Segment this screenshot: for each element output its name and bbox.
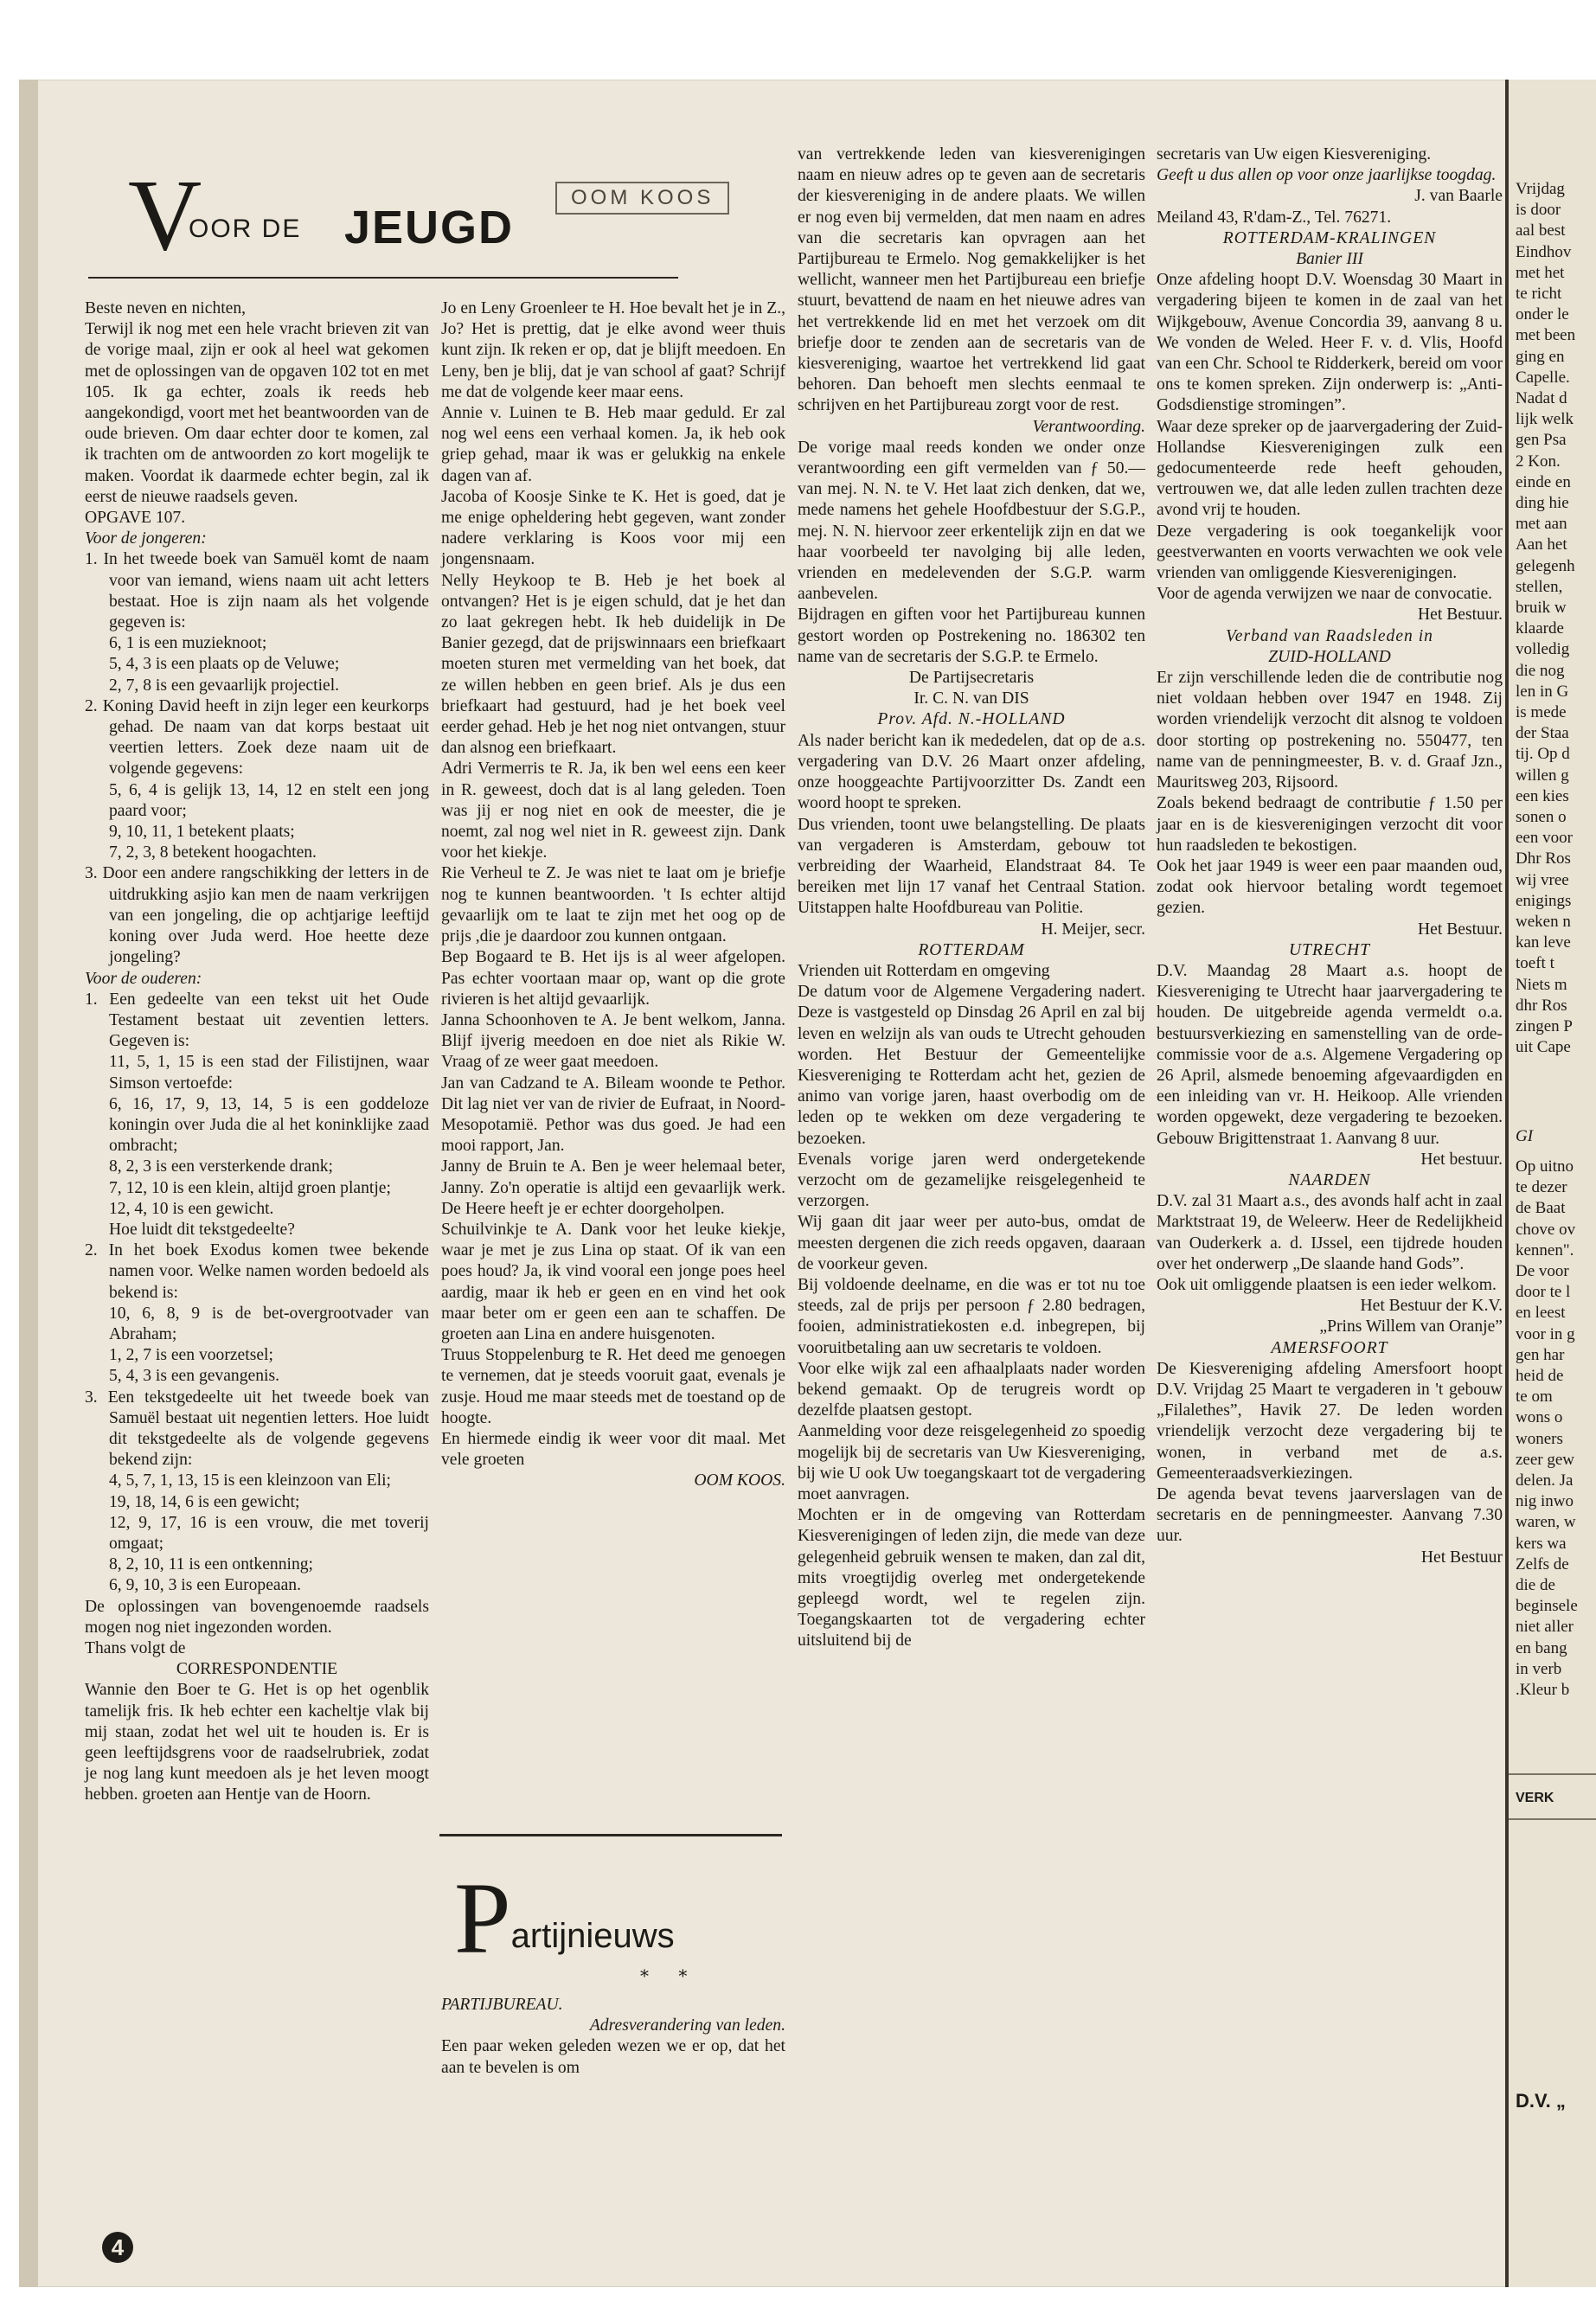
solutions-note: De oplossingen van bovengenoemde raadsels mogen nog niet ingezonden worden.: [85, 1597, 429, 1637]
adjacent-page-line: de Baat: [1516, 1199, 1566, 1218]
naarden-text-2: Ook uit omliggende plaatsen is een ieder welkom.: [1157, 1275, 1497, 1294]
puzzle-j2-clue: 7, 2, 3, 8 betekent hoogachten.: [109, 843, 317, 862]
puzzle-o1-clue: 7, 12, 10 is een klein, altijd groen plantje;: [109, 1178, 391, 1197]
salutation: Beste neven en nichten,: [85, 299, 247, 317]
letter-bep: Bep Bogaard te B. Het ijs is al weer afgelopen. Pas echter voortaan maar op, want op die grote rivieren is het altijd gevaarlijk.: [441, 948, 785, 1009]
puzzle-j1: 1. In het tweede boek van Samuël komt de naam voor van iemand, wiens naam uit acht letters bestaat. Hoe is zijn naam als het volgende gegeven is:: [85, 550, 429, 632]
puzzle-j2-clue: 9, 10, 11, 1 betekent plaats;: [109, 823, 295, 842]
adjacent-page-line: sonen o: [1516, 808, 1567, 826]
puzzle-o2-clue: 5, 4, 3 is een gevangenis.: [109, 1367, 279, 1386]
adjacent-page-line: klaarde: [1516, 619, 1564, 638]
partijbureau-heading: PARTIJBUREAU.: [441, 1996, 563, 2014]
adjacent-page-line: Vrijdag: [1516, 180, 1565, 198]
adjacent-page-line: waren, w: [1516, 1513, 1576, 1532]
kralingen-text-2: Waar deze spreker op de jaarvergadering der Zuid-Hollandse Kiesverenigingen zulk een gedocumenteerde rede heeft gehouden, vertrouwen we, dat alle leden zullen trachten deze avond vrij te houden.: [1157, 417, 1503, 520]
amersfoort-heading: AMERSFOORT: [1271, 1338, 1388, 1357]
partijnieuws-title: [454, 1860, 675, 1977]
adjacent-page-line: beginsele: [1516, 1597, 1578, 1616]
raadsleden-subheading: ZUID-HOLLAND: [1268, 647, 1391, 666]
adjacent-page-line: kennen".: [1516, 1240, 1574, 1259]
adjacent-page-fragment: [1505, 80, 1596, 2287]
adjacent-page-line: te richt: [1516, 285, 1562, 303]
header-small-text: OOR DE: [189, 215, 302, 243]
adjacent-page-line: ding hie: [1516, 494, 1569, 512]
rotterdam-text-2: Evenals vorige jaren werd ondergetekende verzocht om de gezamelijke reisgelegenheid te verzorgen.: [798, 1150, 1145, 1211]
stars-divider: * *: [640, 1965, 700, 1986]
raadsleden-text-3: Ook het jaar 1949 is weer een paar maanden oud, zodat ook hiervoor betaling wordt tegemoet gezien.: [1157, 856, 1503, 918]
letter-rie: Rie Verheul te Z. Je was niet te laat om je briefje nog te kunnen beantwoorden. 't Is echter altijd gevaarlijk om te laat te zijn met het oog op de prijs ,die je daardoor zou kunnen ontgaan.: [441, 864, 785, 946]
utrecht-signature: Het bestuur.: [1420, 1150, 1503, 1169]
rotterdam-text-4: Bij voldoende deelname, en die was er tot nu toe steeds, zal de prijs per persoon ƒ 2.80 bedragen, fooien, administratiekosten e.d. inbegrepen, bij vooruitbetaling aan uw secretaris te voldoen.: [798, 1275, 1145, 1357]
rotterdam-text-1: De datum voor de Algemene Vergadering nadert. Deze is vastgesteld op Dinsdag 26 April en zal bij leven en welzijn als van ouds te Utrecht gehouden worden. Het Bestuur der Gemeentelijke Kiesvereniging te Rotterdam acht het, gezien de animo van vorige jaren, haast overbodig om de leden op te wekken om deze vergadering te bezoeken.: [798, 983, 1145, 1148]
kralingen-text-4: Voor de agenda verwijzen we naar de convocatie.: [1157, 585, 1493, 604]
puzzle-j1-clue: 6, 1 is een muzieknoot;: [109, 634, 267, 653]
adjacent-page-line: enigings: [1516, 891, 1572, 910]
puzzle-o3-clue: 8, 2, 10, 11 is een ontkenning;: [109, 1555, 314, 1574]
adjacent-page-line: en leest: [1516, 1304, 1566, 1323]
ouderen-heading: Voor de ouderen:: [85, 969, 202, 988]
puzzle-o3-clue: 6, 9, 10, 3 is een Europeaan.: [109, 1576, 301, 1595]
amersfoort-text-2: De agenda bevat tevens jaarverslagen van de secretaris en de penningmeester. Aanvang 7.30 uur.: [1157, 1485, 1503, 1546]
adjacent-page-line: nig inwo: [1516, 1492, 1574, 1511]
puzzle-o1-question: Hoe luidt dit tekstgedeelte?: [109, 1220, 295, 1239]
adjacent-page-line: Aan het: [1516, 535, 1567, 554]
puzzle-j2: 2. Koning David heeft in zijn leger een keurkorps gehad. De naam van dat korps bestaat uit veertien letters. Zoek deze naam uit de volgende gegevens:: [85, 696, 429, 779]
puzzle-j2-clue: 5, 6, 4 is gelijk 13, 14, 12 en stelt een jong paard voor;: [109, 780, 429, 820]
adjacent-page-line: dhr Ros: [1516, 996, 1567, 1015]
adres-continued: van vertrekkende leden van kiesverenigingen naam en nieuw adres op te geven aan de secretaris der kiesvereniging in de andere plaats. We willen er nog even bij vermelden, dat men naam en adres van die secretaris kan opvragen aan het Partijbureau te Ermelo. Nog gemakkelijker is het wellicht, wanneer men het Partijbureau een briefje stuurt, bevattend de naam en het nieuwe adres van het vertrekkende lid en met het verzoek om dit briefje door te zenden aan de secretaris van de kiesvereniging, waartoe het vertrekkend lid gaat behoren. Dan behoeft men slechts eenmaal te schrijven en het Partijbureau zorgt voor de rest.: [798, 145, 1145, 415]
adjacent-page-line: Capelle.: [1516, 368, 1570, 387]
bijdragen-text: Bijdragen en giften voor het Partijbureau kunnen gestort worden op Postrekening no. 186302 ten name van de secretaris der S.G.P. te Ermelo.: [798, 606, 1145, 666]
adjacent-page-line: is door: [1516, 201, 1561, 220]
puzzle-j1-clue: 5, 4, 3 is een plaats op de Veluwe;: [109, 655, 340, 674]
rotterdam-text-3: Wij gaan dit jaar weer per auto-bus, omdat de meesten dergenen die zich reeds opgaven, daaraan de voorkeur geven.: [798, 1213, 1145, 1273]
opgave-title: OPGAVE 107.: [85, 509, 186, 528]
adjacent-page-line: delen. Ja: [1516, 1471, 1574, 1490]
adjacent-page-line: die nog: [1516, 661, 1565, 680]
adjacent-page-line: kers wa: [1516, 1534, 1567, 1553]
header-initial: V: [128, 158, 202, 272]
kralingen-subheading: Banier III: [1296, 250, 1363, 269]
adjacent-page-line: Eindhov: [1516, 242, 1572, 261]
adjacent-page-line: met aan: [1516, 515, 1567, 534]
adjacent-page-line: Dhr Ros: [1516, 849, 1571, 868]
jongeren-heading: Voor de jongeren:: [85, 529, 207, 548]
header-rule: [88, 277, 678, 279]
header-bold-text: JEUGD: [344, 202, 515, 253]
adjacent-page-line: en bang: [1516, 1638, 1567, 1657]
oom-koos-box: OOM KOOS: [555, 182, 729, 215]
adresverandering-text: Een paar weken geleden wezen we er op, dat het aan te bevelen is om: [441, 2037, 785, 2077]
adjacent-page-line: uit Cape: [1516, 1038, 1571, 1057]
puzzle-j1-clue: 2, 7, 8 is een gevaarlijk projectiel.: [109, 676, 340, 695]
naarden-text-1: D.V. zal 31 Maart a.s., des avonds half acht in zaal Marktstraat 19, de Weleerw. Heer de Redelijkheid van Ouderkerk a. d. IJssel, een tijdrede houden over het onderwerp „De slaande hand Gods”.: [1157, 1192, 1503, 1273]
letter-nelly: Nelly Heykoop te B. Heb je het boek al ontvangen? Het is je eigen schuld, dat je het dan zo laat gekregen hebt. Ik heb duidelijk in De Banier gezegd, dat de prijswinnaars een briefkaart moeten sturen met vermelding van het boek, dat ze willen hebben en geen brief. Als je dus een briefkaart had gestuurd, had je het boek veel eerder gehad. Heb je het nog niet ontvangen, stuur dan alsnog een briefkaart.: [441, 571, 785, 758]
adjacent-page-line: len in G: [1516, 682, 1569, 701]
letter-jan: Jan van Cadzand te A. Bileam woonde te Pethor. Dit lag niet ver van de rivier de Eufraat, in Noord-Mesopotamië. Pethor was dus goed. Je had een mooi rapport, Jan.: [441, 1074, 785, 1156]
letter-jacoba: Jacoba of Koosje Sinke te K. Het is goed, dat je me enige opheldering hebt gegeven, want zonder nadere verklaring is Koos voor mij een jongensnaam.: [441, 487, 785, 569]
adjacent-page-line: toeft t: [1516, 954, 1554, 973]
puzzle-j3: 3. Door een andere rangschikking der letters in de uitdrukking asjio kan men de naam verkrijgen van een jongeling, die op achtjarige leeftijd koning over Juda werd. Hoe heette deze jongeling?: [85, 864, 429, 967]
page-binding-edge: [19, 80, 38, 2287]
adjacent-page-line: Niets m: [1516, 975, 1567, 994]
rotterdam-heading: ROTTERDAM: [918, 940, 1025, 959]
puzzle-o1-clue: 11, 5, 1, 15 is een stad der Filistijnen, waar Simson vertoefde:: [109, 1053, 429, 1093]
verantwoording-text: De vorige maal reeds konden we onder onze verantwoording een gift vermelden van ƒ 50.— van mej. N. N. te V. Het laat zich denken, dat we, mede namens het gehele Hoofdbestuur der S.G.P., mej. N. N. hiervoor zeer erkentelijk zijn en dat we haar voorbeeld ter navolging bij alle leden, vrienden en medelevenden der S.G.P. warm aanbevelen.: [798, 438, 1145, 604]
letter-truus: Truus Stoppelenburg te R. Het deed me genoegen te vernemen, dat je steeds vooruit gaat, evenals je zusje. Houd me maar steeds met de toestand op de hoogte.: [441, 1346, 785, 1427]
naarden-signature-2: „Prins Willem van Oranje”: [1319, 1317, 1503, 1336]
adjacent-page-line: zeer gew: [1516, 1450, 1575, 1469]
partijsecretaris-label: De Partijsecretaris: [908, 669, 1035, 688]
naarden-signature-1: Het Bestuur der K.V.: [1360, 1297, 1503, 1316]
nholland-heading: Prov. Afd. N.-HOLLAND: [877, 710, 1066, 729]
letter-jo-leny: Jo en Leny Groenleer te H. Hoe bevalt het je in Z., Jo? Het is prettig, dat je elke avond weer thuis kunt zijn. Ik reken er op, dat je blijft meedoen. En Leny, ben je blij, dat je van school af gaat? Schrijf me dat de volgende keer maar eens.: [441, 299, 785, 401]
adjacent-page-line: 2 Kon.: [1516, 452, 1561, 471]
adjacent-page-line: voor in g: [1516, 1324, 1575, 1343]
page-number: 4: [102, 2232, 133, 2263]
partijnieuws-initial: P: [454, 1862, 511, 1975]
letter-wannie: Wannie den Boer te G. Het is op het ogenblik tamelijk fris. Ik heb echter een kacheltje vlak bij mij staan, zodat het wel uit te houden is. Er is geen leeftijdsgrens voor de raadselrubriek, zodat je nog lang kunt meedoen als je het leven moogt hebben. groeten aan Hentje van de Hoorn.: [85, 1681, 429, 1804]
puzzle-o3-clue: 4, 5, 7, 1, 13, 15 is een kleinzoon van Eli;: [109, 1471, 391, 1490]
rotterdam-signature-address: Meiland 43, R'dam-Z., Tel. 76271.: [1157, 208, 1392, 227]
adjacent-page-line: te dezer: [1516, 1178, 1567, 1197]
adjacent-page-line: door te l: [1516, 1283, 1571, 1302]
kralingen-text-1: Onze afdeling hoopt D.V. Woensdag 30 Maart in vergadering bijeen te komen in de zaal van het Wijkgebouw, Avenue Concordia 39, aanvang 8 u. We vonden de Weled. Heer F. v. d. Vlis, Hoofd van een Chr. School te Ridderkerk, bereid om voor ons te komen spreken. Zijn onderwerp is: „Anti-Godsdienstige stromingen”.: [1157, 271, 1503, 415]
partijnieuws-rest: artijnieuws: [510, 1917, 675, 1955]
puzzle-o1-clue: 6, 16, 17, 9, 13, 14, 5 is een goddeloze koningin over Juda die al het koninklijke zaad ombracht;: [109, 1094, 429, 1156]
adjacent-page-line: met het: [1516, 263, 1565, 282]
adjacent-page-line: Zelfs de: [1516, 1554, 1569, 1574]
intro-paragraph: Terwijl ik nog met een hele vracht brieven zit van de vorige maal, zijn er ook al heel wat gekomen met de oplossingen van de opgaven 102 tot en met 105. Ik ga echter, zoals ik reeds heb aangekondigd, voort met het beantwoorden van de oude brieven. Om daar echter door te komen, zal ik trachten om de antwoorden zo kort mogelijk te maken. Voordat ik daarmede echter begin, zal ik eerst de nieuwe raadsels geven.: [85, 320, 429, 506]
oom-koos-signature: OOM KOOS.: [694, 1471, 785, 1490]
letter-janny: Janny de Bruin te A. Ben je weer helemaal beter, Janny. Zo'n operatie is altijd een gevaarlijk werk. De Heere heeft je er echter doorgeholpen.: [441, 1157, 785, 1218]
adjacent-page-line: te om: [1516, 1388, 1553, 1407]
adjacent-page-line: lijk welk: [1516, 410, 1574, 429]
amersfoort-signature: Het Bestuur: [1420, 1548, 1503, 1567]
section-rule: [439, 1834, 782, 1836]
adjacent-page-line: wons o: [1516, 1408, 1563, 1427]
puzzle-o1: 1. Een gedeelte van een tekst uit het Oude Testament bestaat uit zeventien letters. Gegeven is:: [85, 990, 429, 1051]
adjacent-page-line: die de: [1516, 1576, 1555, 1594]
adjacent-page-heading: GI: [1516, 1127, 1534, 1145]
rotterdam-signature-name: J. van Baarle: [1414, 187, 1503, 206]
adjacent-page-line: niet aller: [1516, 1618, 1574, 1637]
rotterdam-text-5: Voor elke wijk zal een afhaalplaats nader worden bekend gemaakt. Op de terugreis wordt op dezelfde plaatsen gestopt.: [798, 1359, 1145, 1420]
adjacent-page-line: in verb: [1516, 1659, 1562, 1678]
kralingen-heading: ROTTERDAM-KRALINGEN: [1222, 228, 1437, 247]
adjacent-rule: [1509, 1818, 1596, 1820]
naarden-heading: NAARDEN: [1288, 1170, 1371, 1189]
rotterdam-greeting: Vrienden uit Rotterdam en omgeving: [798, 961, 1050, 980]
raadsleden-text-1: Er zijn verschillende leden die de contributie nog niet voldaan hebben over 1947 en 1948. Zij worden vriendelijk verzocht dit alsnog te voldoen door storting op postrekening no. 550477, ten name van de penningmeester, B. v. d. Graaf Jzn., Mauritsweg 203, Rijsoord.: [1157, 669, 1503, 792]
rotterdam-continued: secretaris van Uw eigen Kiesvereniging.: [1157, 145, 1432, 163]
amersfoort-text-1: De Kiesvereniging afdeling Amersfoort hoopt D.V. Vrijdag 25 Maart te vergaderen in 't gebouw „Filalethes”, Havik 27. De leden worden vriendelijk verzocht deze vergadering bij te wonen, in verband met de a.s. Gemeenteraadsverkiezingen.: [1157, 1359, 1503, 1483]
utrecht-heading: UTRECHT: [1288, 940, 1371, 959]
adjacent-page-verk: VERK: [1516, 1791, 1554, 1805]
letter-janna: Janna Schoonhoven te A. Je bent welkom, Janna. Blijf ijverig meedoen en doe niet als Rikie W. Vraag of ze weer gaat meedoen.: [441, 1010, 785, 1072]
adresverandering-heading: Adresverandering van leden.: [589, 2016, 785, 2035]
adjacent-page-line: volledig: [1516, 640, 1570, 659]
adjacent-page-line: woners: [1516, 1429, 1563, 1448]
adjacent-page-line: een kies: [1516, 786, 1569, 805]
adjacent-page-line: een voor: [1516, 829, 1573, 848]
adjacent-page-line: is mede: [1516, 703, 1567, 721]
adjacent-page-dv: D.V. „: [1516, 2090, 1566, 2112]
follows-note: Thans volgt de: [85, 1639, 186, 1657]
adjacent-page-line: wij vree: [1516, 870, 1569, 889]
column-1: [85, 298, 429, 1806]
adjacent-page-line: De voor: [1516, 1262, 1569, 1280]
raadsleden-heading: Verband van Raadsleden in: [1226, 626, 1433, 645]
nholland-text-2: Dus vrienden, toont uwe belangstelling. De plaats van vergaderen is Amsterdam, gebouw tot verbreiding der Waarheid, Elandstraat 84. Te bereiken met lijn 17 vanaf het Centraal Station. Uitstappen halte Hoofdbureau van Politie.: [798, 815, 1145, 918]
adjacent-page-line: bruik w: [1516, 599, 1567, 617]
puzzle-o2-clue: 10, 6, 8, 9 is de bet-overgrootvader van Abraham;: [109, 1304, 429, 1343]
letter-adri: Adri Vermerris te R. Ja, ik ben wel eens een keer in R. geweest, doch dat is al lang geleden. Toen was jij er nog niet en ook de meester, die je noemt, zal nog wel niet in R. geweest zijn. Dank voor het kiekje.: [441, 760, 785, 862]
adjacent-page-line: gen Psa: [1516, 431, 1567, 450]
adjacent-page-line: zingen P: [1516, 1017, 1573, 1035]
adjacent-page-line: kan leve: [1516, 933, 1571, 952]
adjacent-page-line: tij. Op d: [1516, 745, 1570, 764]
adjacent-page-line: .Kleur b: [1516, 1681, 1570, 1699]
adjacent-page-line: stellen,: [1516, 577, 1563, 596]
partijbureau-block: [441, 1995, 785, 2079]
rotterdam-text-7: Mochten er in de omgeving van Rotterdam Kiesverenigingen of leden zijn, die mede van deze gelegenheid gebruik wensen te maken, dan zal dit, mits vroegtijdig overleg met ondergetekende gepleegd wordt, wel te regelen zijn. Toegangskaarten tot de vergadering echter uitsluitend bij de: [798, 1506, 1145, 1650]
adjacent-rule: [1509, 1773, 1596, 1775]
verantwoording-heading: Verantwoording.: [1032, 417, 1145, 436]
adjacent-page-line: ging en: [1516, 347, 1565, 366]
letter-schuilvinkje: Schuilvinkje te A. Dank voor het leuke kiekje, waar je met je zus Lina op staat. Of ik van een poes houd? Ja, ik vind vooral een jonge poes heel aardig, maar ik heb er geen en en vind het ook maar beter om er geen een aan te schaffen. De groeten aan Lina en andere huisgenoten.: [441, 1220, 785, 1343]
adjacent-page-line: aal best: [1516, 221, 1566, 240]
adjacent-page-line: met been: [1516, 326, 1576, 345]
correspondence-heading: CORRESPONDENTIE: [176, 1660, 338, 1679]
nholland-text-1: Als nader bericht kan ik mededelen, dat op de a.s. vergadering van D.V. 26 Maart onzer afdeling, onze hooggeachte Partijvoorzitter Ds. Zandt een woord hoopt te spreken.: [798, 731, 1145, 813]
adjacent-page-line: einde en: [1516, 472, 1571, 491]
adjacent-page-line: gen har: [1516, 1345, 1565, 1364]
column-3: [798, 144, 1145, 1652]
puzzle-o1-clue: 12, 4, 10 is een gewicht.: [109, 1199, 274, 1218]
adjacent-page-line: onder le: [1516, 305, 1569, 324]
adjacent-page-line: gelegenh: [1516, 556, 1575, 575]
column-4: [1157, 144, 1503, 1568]
adjacent-page-line: heid de: [1516, 1367, 1564, 1385]
raadsleden-signature: Het Bestuur.: [1418, 920, 1503, 939]
kralingen-signature: Het Bestuur.: [1418, 606, 1503, 625]
utrecht-text: D.V. Maandag 28 Maart a.s. hoopt de Kiesvereniging te Utrecht haar jaarvergadering te houden. De uitgebreide agenda vermeldt o.a. bestuursverkiezing en samenstelling van de orde-commissie voor de a.s. Algemene Vergadering op 26 April, alsmede benoeming afgevaardigden en een inleiding van vr. H. Heikoop. Alle vrienden worden opgewekt, deze vergadering te bezoeken. Gebouw Brigittenstraat 1. Aanvang 8 uur.: [1157, 961, 1503, 1148]
nholland-signature: H. Meijer, secr.: [1041, 920, 1145, 939]
toogdag-appeal: Geeft u dus allen op voor onze jaarlijkse toogdag.: [1157, 166, 1497, 185]
adjacent-page-line: Nadat d: [1516, 389, 1567, 407]
puzzle-o3: 3. Een tekstgedeelte uit het tweede boek van Samuël bestaat uit negentien letters. Hoe luidt dit tekstgedeelte als de volgende gegevens bekend zijn:: [85, 1388, 429, 1470]
adjacent-page-line: willen g: [1516, 766, 1569, 785]
adjacent-page-line: der Staa: [1516, 724, 1569, 743]
puzzle-o2-clue: 1, 2, 7 is een voorzetsel;: [109, 1346, 273, 1365]
partijsecretaris-name: Ir. C. N. van DIS: [913, 689, 1029, 708]
raadsleden-text-2: Zoals bekend bedraagt de contributie ƒ 1.50 per jaar en is de kiesverenigingen verzocht dit voor hun raadsleden te bekostigen.: [1157, 794, 1503, 855]
puzzle-o1-clue: 8, 2, 3 is een versterkende drank;: [109, 1157, 333, 1176]
adjacent-page-line: chove ov: [1516, 1220, 1576, 1239]
column-2: [441, 298, 785, 1492]
closing-text: En hiermede eindig ik weer voor dit maal. Met vele groeten: [441, 1429, 785, 1470]
rotterdam-text-6: Aanmelding voor deze reisgelegenheid zo spoedig mogelijk bij de secretaris van Uw Kiesvereniging, bij wie U ook Uw toegangskaart tot de vergadering moet aanvragen.: [798, 1422, 1145, 1503]
puzzle-o3-clue: 12, 9, 17, 16 is een vrouw, die met toverij omgaat;: [109, 1513, 429, 1553]
adjacent-page-line: Op uitno: [1516, 1157, 1574, 1176]
letter-annie: Annie v. Luinen te B. Heb maar geduld. Er zal nog wel eens een verhaal komen. Ja, ik heb ook griep gehad, maar ik was er gelukkig na enkele dagen van af.: [441, 404, 785, 485]
adjacent-page-line: weken n: [1516, 913, 1571, 931]
puzzle-o2: 2. In het boek Exodus komen twee bekende namen voor. Welke namen worden bedoeld als bekend is:: [85, 1241, 429, 1302]
puzzle-o3-clue: 19, 18, 14, 6 is een gewicht;: [109, 1492, 300, 1511]
kralingen-text-3: Deze vergadering is ook toegankelijk voor geestverwanten en voorts verwachten we ook vele vrienden van omliggende Kiesverenigingen.: [1157, 522, 1503, 583]
